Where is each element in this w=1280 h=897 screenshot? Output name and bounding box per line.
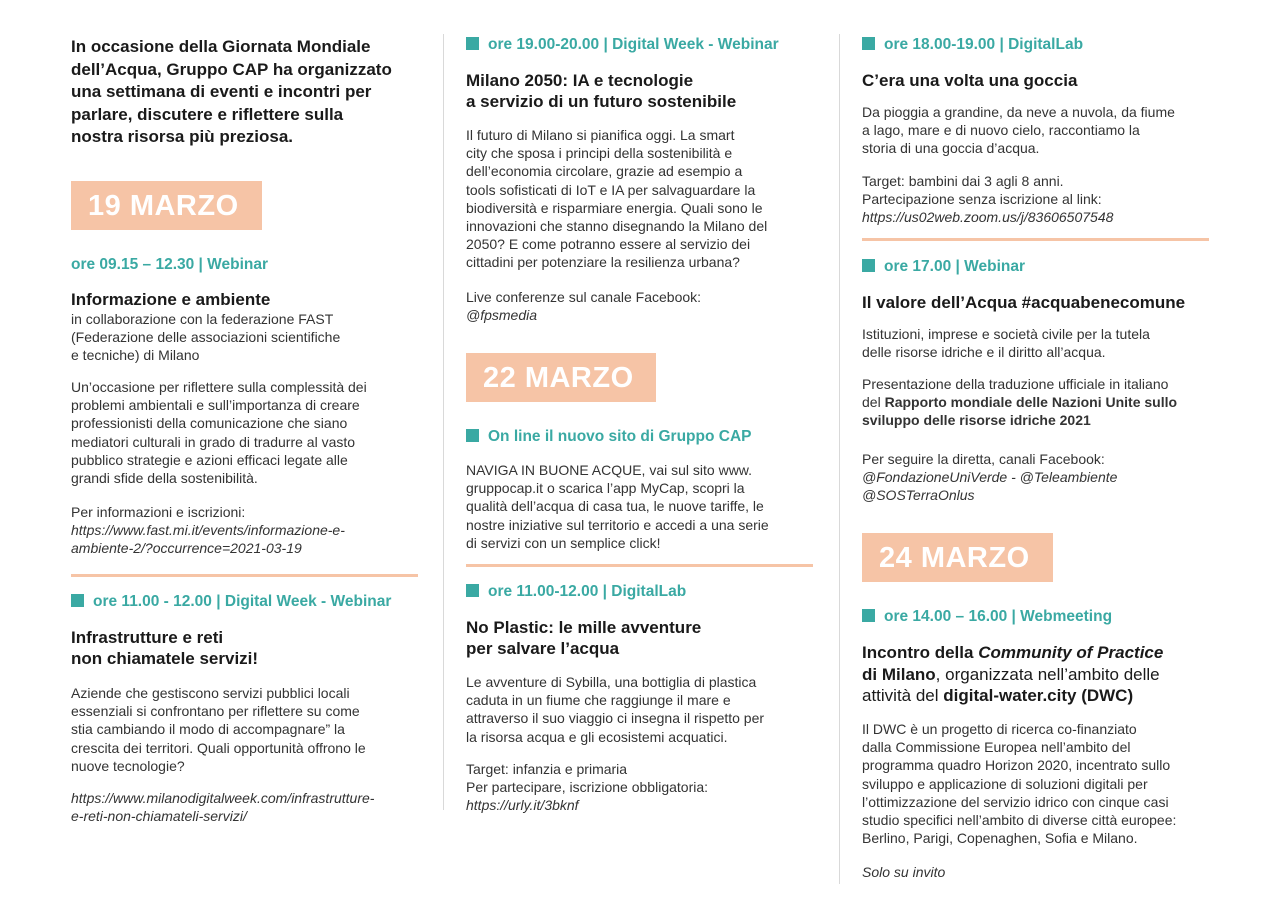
column-divider-2: [839, 34, 840, 884]
event-title-goccia: C’era una volta una goccia: [862, 71, 1078, 90]
event-title-community: Incontro della Community of Practice di Milano, organizzata nell’ambito delle attività del digital-water.city (DWC): [862, 643, 1164, 705]
link-sosterra[interactable]: @SOSTerraOnlus: [862, 487, 975, 504]
link-fast-cont[interactable]: ambiente-2/?occurrence=2021-03-19: [71, 540, 302, 557]
event-presentazione: Presentazione della traduzione ufficiale in italiano del Rapporto mondiale delle Nazioni Unite sullo sviluppo delle risorse idriche 2021: [862, 376, 1178, 429]
section-rule: [862, 238, 1209, 241]
event-info-milano2050: Live conferenze sul canale Facebook: @fpsmedia: [466, 289, 702, 324]
event-title-infrastrutture: Infrastrutture e reti non chiamatele servizi!: [71, 628, 259, 668]
event-desc-informazione: Un’occasione per riflettere sulla complessità dei problemi ambientali e sull’importanza di creare professionisti della comunicazione che siano mediatori culturali in grado di tradurre al vasto pubblico strategie e azioni efficaci legate alle grandi sfide della sostenibilità.: [71, 379, 367, 487]
square-bullet-icon: [466, 584, 479, 597]
section-rule: [466, 564, 813, 567]
event-desc-milano2050: Il futuro di Milano si pianifica oggi. La smart city che sposa i principi della sostenibilità e dell’economia circolare, grazie ad esempio a tools sofisticati di IoT e IA per salvaguardare la biodiversità e risparmiare energia. Quali sono le innovazioni che stanno disegnando la Milano del 2050? E come potranno essere al servizio dei cittadini per potenziare la resilienza urbana?: [466, 127, 768, 271]
event-info-goccia: Target: bambini dai 3 agli 8 anni. Partecipazione senza iscrizione al link: https://us02web.zoom.us/j/83606507548: [862, 173, 1114, 226]
event-desc-community: Il DWC è un progetto di ricerca co-finanziato dalla Commissione Europea nell’ambito del programma quadro Horizon 2020, incentrato sullo sviluppo e applicazione di soluzioni digitali per l’ottimizzazione del servizio idrico con cinque casi studio specifici nell’ambito di diverse città europee: Berlino, Parigi, Copenaghen, Sofia e Milano.: [862, 721, 1177, 847]
date-24-marzo: 24 MARZO: [862, 533, 1053, 582]
link-milanodigitalweek[interactable]: https://www.milanodigitalweek.com/infrastrutture-: [71, 790, 375, 806]
link-urly[interactable]: https://urly.it/3bknf: [466, 797, 579, 814]
square-bullet-icon: [466, 37, 479, 50]
link-milanodigitalweek-cont[interactable]: e-reti-non-chiamateli-servizi/: [71, 808, 247, 825]
event-desc-goccia: Da pioggia a grandine, da neve a nuvola, da fiume a lago, mare e di nuovo cielo, raccontiamo la storia di una goccia d’acqua.: [862, 104, 1175, 157]
event-desc-valore-acqua: Istituzioni, imprese e società civile per la tutela delle risorse idriche e il diritto all’acqua.: [862, 326, 1150, 361]
event-time-nuovo-sito: On line il nuovo sito di Gruppo CAP: [466, 427, 752, 447]
square-bullet-icon: [862, 609, 875, 622]
event-title-no-plastic: No Plastic: le mille avventure per salvare l’acqua: [466, 618, 702, 658]
link-fpsmedia[interactable]: @fpsmedia: [466, 307, 538, 324]
event-time-milano2050: ore 19.00-20.00 | Digital Week - Webinar: [466, 35, 779, 55]
event-subtitle-informazione: in collaborazione con la federazione FAST (Federazione delle associazioni scientifiche e tecniche) di Milano: [71, 311, 341, 364]
link-facebook-handles[interactable]: @FondazioneUniVerde - @Teleambiente: [862, 469, 1118, 486]
event-time-informazione: ore 09.15 – 12.30 | Webinar: [71, 256, 269, 273]
event-time-community: ore 14.00 – 16.00 | Webmeeting: [862, 607, 1112, 627]
column-divider-1: [443, 34, 444, 810]
event-desc-no-plastic: Le avventure di Sybilla, una bottiglia di plastica caduta in un fiume che raggiunge il mare e attraverso il suo viaggio ci insegna il rispetto per la risorsa acqua e gli ecosistemi acquatici.: [466, 674, 765, 745]
date-22-marzo: 22 MARZO: [466, 353, 656, 402]
square-bullet-icon: [466, 429, 479, 442]
event-info-no-plastic: Target: infanzia e primaria Per partecipare, iscrizione obbligatoria: https://urly.it/3bknf: [466, 761, 709, 814]
square-bullet-icon: [862, 37, 875, 50]
event-info-informazione: Per informazioni e iscrizioni: https://www.fast.mi.it/events/informazione-e- ambiente-2/?occurrence=2021-03-19: [71, 504, 345, 557]
link-fast[interactable]: https://www.fast.mi.it/events/informazione-e-: [71, 522, 345, 539]
event-info-valore-acqua: Per seguire la diretta, canali Facebook: @FondazioneUniVerde - @Teleambiente @SOSTerraOnlus: [862, 451, 1118, 504]
event-time-no-plastic: ore 11.00-12.00 | DigitalLab: [466, 582, 686, 602]
event-time-valore-acqua: ore 17.00 | Webinar: [862, 257, 1025, 277]
event-title-informazione: Informazione e ambiente: [71, 290, 271, 309]
intro-text: In occasione della Giornata Mondiale dell’Acqua, Gruppo CAP ha organizzato una settimana di eventi e incontri per parlare, discutere e riflettere sulla nostra risorsa più preziosa.: [71, 37, 392, 146]
event-time-infrastrutture: ore 11.00 - 12.00 | Digital Week - Webinar: [71, 592, 391, 612]
square-bullet-icon: [71, 594, 84, 607]
event-title-valore-acqua: Il valore dell’Acqua #acquabenecomune: [862, 293, 1186, 312]
date-19-marzo: 19 MARZO: [71, 181, 262, 230]
square-bullet-icon: [862, 259, 875, 272]
event-time-goccia: ore 18.00-19.00 | DigitalLab: [862, 35, 1083, 55]
event-desc-nuovo-sito: NAVIGA IN BUONE ACQUE, vai sul sito www. gruppocap.it o scarica l’app MyCap, scopri la qualità dell’acqua di casa tua, le nuove tariffe, le nostre iniziative sul territorio e accedi a una serie di servizi con un semplice click!: [466, 462, 769, 551]
section-rule: [71, 574, 418, 577]
event-desc-infrastrutture: Aziende che gestiscono servizi pubblici locali essenziali si confrontano per riflettere su come stia cambiando il modo di accompagnare” la crescita dei territori. Quali opportunità offrono le nuove tecnologie?: [71, 685, 366, 774]
event-link-infrastrutture: [71, 789, 374, 825]
event-note-community: Solo su invito: [862, 864, 946, 880]
event-title-milano2050: Milano 2050: IA e tecnologie a servizio di un futuro sostenibile: [466, 71, 737, 111]
link-zoom[interactable]: https://us02web.zoom.us/j/83606507548: [862, 209, 1114, 226]
